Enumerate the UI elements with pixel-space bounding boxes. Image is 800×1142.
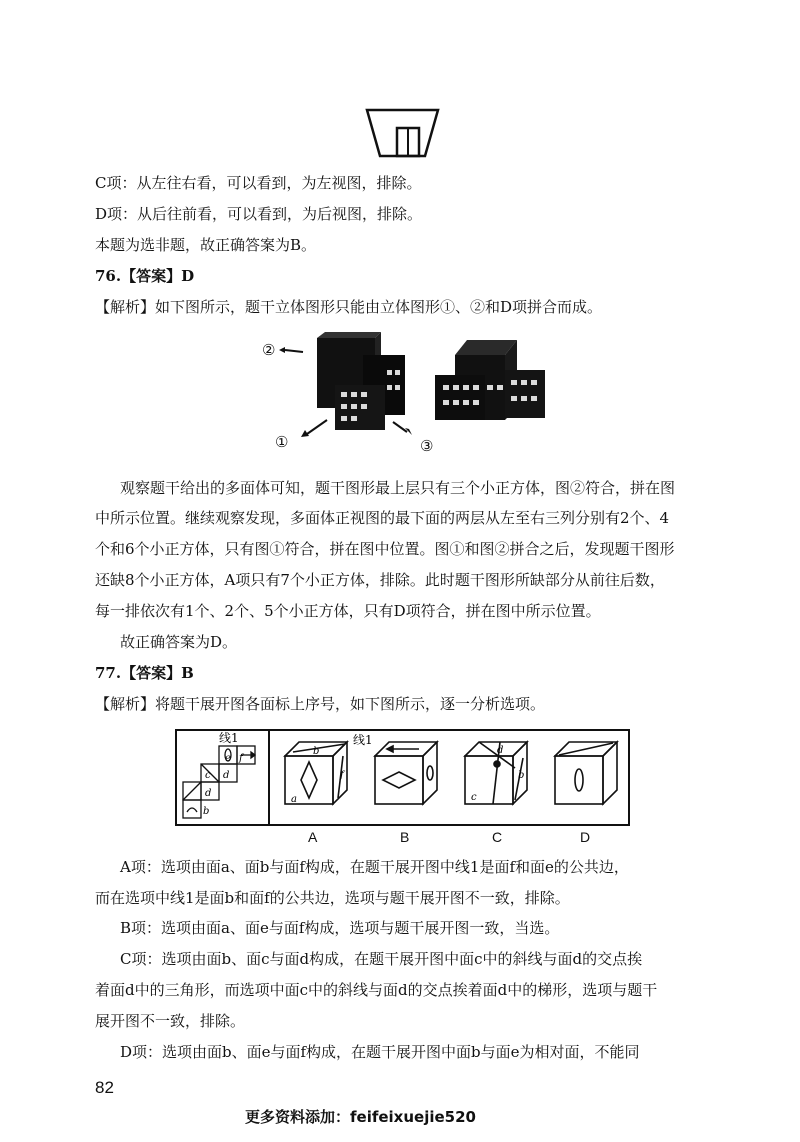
- q77-a-line-1: A项：选项由面a、面b与面f构成，在题干展开图中线1是面f和面e的公共边，: [120, 858, 629, 876]
- q77-header: 77.【答案】B: [95, 664, 194, 682]
- q77-c-line-1: C项：选项由面b、面c与面d构成，在题干展开图中面c中的斜线与面d的交点挨: [120, 950, 643, 968]
- cube-a-face-a: a: [291, 794, 297, 805]
- q77-c-line-3: 展开图不一致，排除。: [95, 1012, 246, 1030]
- net-line-label: 线1: [219, 731, 239, 745]
- net-face-b: b: [203, 806, 210, 817]
- option-label-c: C: [492, 829, 503, 845]
- q77-b-line: B项：选项由面a、面e与面f构成，选项与题干展开图一致，当选。: [120, 919, 560, 937]
- net-face-e: e: [225, 753, 231, 764]
- footer-note: 更多资料添加：feifeixuejie520: [245, 1108, 476, 1126]
- c-item-text: C项：从左往右看，可以看到，为左视图，排除。: [95, 174, 422, 192]
- net-diagram: [183, 746, 255, 818]
- cube-option-d: [555, 742, 617, 804]
- left-composite: [279, 332, 412, 437]
- q77-a-line-2: 而在选项中线1是面b和面f的公共边，选项与题干展开图不一致，排除。: [95, 889, 570, 907]
- view-figure: [365, 108, 440, 160]
- net-face-d1: d: [223, 770, 230, 781]
- cube-line-label: 线1: [353, 733, 373, 747]
- q77-d-line: D项：选项由面b、面e与面f构成，在题干展开图中面b与面e为相对面，不能同: [120, 1043, 640, 1061]
- q77-analysis: 【解析】将题干展开图各面标上序号，如下图所示，逐一分析选项。: [95, 695, 546, 713]
- label-2: ②: [262, 342, 276, 359]
- q76-header: 76.【答案】D: [95, 267, 195, 285]
- conclusion-75: 本题为选非题，故正确答案为B。: [95, 236, 317, 254]
- figure-77-cubes: [175, 728, 630, 828]
- figure-76-blocks: [255, 330, 555, 460]
- q76-body-line-5: 每一排依次有1个、2个、5个小正方体，只有D项符合，拼在图中所示位置。: [95, 602, 601, 620]
- q76-analysis: 【解析】如下图所示，题干立体图形只能由立体图形①、②和D项拼合而成。: [95, 298, 603, 316]
- cube-a-face-f: f: [340, 770, 344, 781]
- cube-c-face-d: d: [497, 745, 504, 756]
- label-3: ③: [420, 438, 434, 455]
- label-1: ①: [275, 434, 289, 451]
- net-face-d2: d: [205, 788, 212, 799]
- q77-c-line-2: 着面d中的三角形，而选项中面c中的斜线与面d的交点挨着面d中的梯形，选项与题干: [95, 981, 658, 999]
- cube-option-b: [375, 742, 437, 804]
- cube-c-face-b: b: [518, 770, 525, 781]
- q76-body-line-3: 个和6个小正方体，只有图①符合，拼在图中位置。图①和图②拼合之后，发现题干图形: [95, 540, 675, 558]
- cube-c-face-c: c: [471, 792, 477, 803]
- cube-a-face-b: b: [313, 746, 320, 757]
- option-label-d: D: [580, 829, 591, 845]
- option-label-a: A: [308, 829, 318, 845]
- q76-conclusion: 故正确答案为D。: [120, 633, 238, 651]
- right-composite: [435, 340, 545, 420]
- net-face-f: f: [239, 753, 243, 764]
- d-item-text: D项：从后往前看，可以看到，为后视图，排除。: [95, 205, 423, 223]
- q76-body-line-1: 观察题干给出的多面体可知，题干图形最上层只有三个小正方体，图②符合，拼在图: [120, 479, 676, 497]
- q76-body-line-2: 中所示位置。继续观察发现，多面体正视图的最下面的两层从左至右三列分别有2个、4: [95, 509, 670, 527]
- option-label-b: B: [400, 829, 410, 845]
- page-number: 82: [95, 1078, 114, 1097]
- net-face-c: c: [205, 770, 211, 781]
- q76-body-line-4: 还缺8个小正方体，A项只有7个小正方体，排除。此时题干图形所缺部分从前往后数，: [95, 571, 665, 589]
